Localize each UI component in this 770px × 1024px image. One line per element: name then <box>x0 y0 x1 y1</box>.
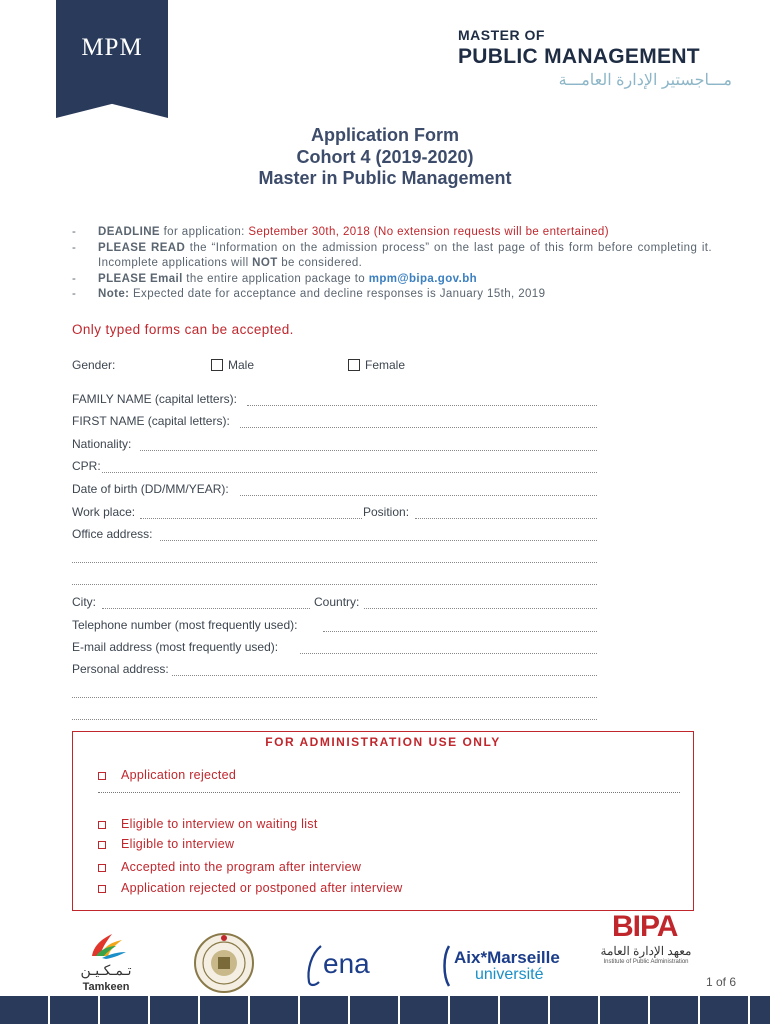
brand-public-management: PUBLIC MANAGEMENT <box>458 45 700 68</box>
office-address-field-1[interactable] <box>160 540 597 541</box>
office-address-field-2[interactable] <box>72 562 597 563</box>
tamkeen-label: Tamkeen <box>82 981 130 993</box>
female-checkbox[interactable] <box>348 359 360 371</box>
male-checkbox[interactable] <box>211 359 223 371</box>
male-label: Male <box>228 358 255 372</box>
typed-forms-notice: Only typed forms can be accepted. <box>72 322 294 337</box>
office-address-field-3[interactable] <box>72 584 597 585</box>
ena-logo: ena <box>323 948 370 979</box>
ena-l-icon <box>305 944 325 988</box>
amu-logo-line2: université <box>475 966 544 983</box>
mpm-logo-text: MPM <box>81 34 143 61</box>
nationality-label: Nationality: <box>72 437 132 451</box>
admin-checkbox-waiting-list[interactable] <box>98 821 106 829</box>
admin-item-eligible: Eligible to interview <box>121 837 235 851</box>
admin-item-waiting-list: Eligible to interview on waiting list <box>121 817 318 831</box>
personal-address-field-1[interactable] <box>172 675 597 676</box>
title-program: Master in Public Management <box>258 168 512 188</box>
page-number: 1 of 6 <box>706 975 737 989</box>
title-application-form: Application Form <box>311 125 459 145</box>
first-name-field[interactable] <box>240 427 597 428</box>
amu-bracket-icon <box>441 944 451 988</box>
dob-label: Date of birth (DD/MM/YEAR): <box>72 482 229 496</box>
position-field[interactable] <box>415 518 597 519</box>
tamkeen-arabic: تـمـكـيـن <box>80 962 132 978</box>
bullet-email: - PLEASE Email the entire application package to mpm@bipa.gov.bh <box>72 272 478 285</box>
country-label: Country: <box>314 595 360 609</box>
nationality-field[interactable] <box>140 450 597 451</box>
admin-checkbox-postponed[interactable] <box>98 885 106 893</box>
instructions-list <box>72 225 712 303</box>
telephone-label: Telephone number (most frequently used): <box>72 618 298 632</box>
email-label: E-mail address (most frequently used): <box>72 640 279 654</box>
family-name-label: FAMILY NAME (capital letters): <box>72 392 237 406</box>
bipa-arabic: معهد الإدارة العامة <box>600 944 692 958</box>
tamkeen-logo-icon <box>82 928 132 960</box>
cpr-field[interactable] <box>102 472 597 473</box>
admin-item-postponed: Application rejected or postponed after interview <box>121 881 403 895</box>
position-label: Position: <box>363 505 410 519</box>
first-name-label: FIRST NAME (capital letters): <box>72 414 230 428</box>
female-label: Female <box>365 358 406 372</box>
admin-item-accepted: Accepted into the program after interview <box>121 860 362 874</box>
brand-arabic: مـــاجستير الإدارة العامـــة <box>558 72 732 89</box>
title-cohort: Cohort 4 (2019-2020) <box>296 147 474 167</box>
admin-checkbox-rejected[interactable] <box>98 772 106 780</box>
bipa-english: Institute of Public Administration <box>603 959 689 965</box>
admin-checkbox-accepted[interactable] <box>98 864 106 872</box>
bullet-note: - Note: Expected date for acceptance and decline responses is January 15th, 2019 <box>72 288 546 300</box>
dob-field[interactable] <box>240 495 597 496</box>
work-place-field[interactable] <box>140 518 362 519</box>
personal-address-label: Personal address: <box>72 662 169 676</box>
family-name-field[interactable] <box>247 405 597 406</box>
admin-title: FOR ADMINISTRATION USE ONLY <box>265 735 501 749</box>
personal-address-field-3[interactable] <box>72 719 597 720</box>
brand-master-of: MASTER OF <box>458 27 545 43</box>
cpr-label: CPR: <box>72 459 101 473</box>
telephone-field[interactable] <box>323 631 597 632</box>
bipa-logo: BIPA <box>612 910 678 943</box>
admin-notes-line[interactable] <box>98 792 680 793</box>
country-field[interactable] <box>364 608 597 609</box>
university-seal-icon <box>193 932 255 994</box>
work-place-label: Work place: <box>72 505 136 519</box>
email-link[interactable]: mpm@bipa.gov.bh <box>368 272 478 285</box>
email-field[interactable] <box>300 653 597 654</box>
office-address-label: Office address: <box>72 527 153 541</box>
gender-label: Gender: <box>72 358 116 372</box>
admin-checkbox-eligible[interactable] <box>98 841 106 849</box>
bullet-please-read: - PLEASE READ the “Information on the admission process” on the last page of this form before completing it. Incomplete applications will NOT be considered. <box>72 241 712 269</box>
footer-stripe <box>0 996 770 1024</box>
city-label: City: <box>72 595 96 609</box>
amu-logo-line1: Aix*Marseille <box>454 948 560 967</box>
admin-item-rejected: Application rejected <box>121 768 237 782</box>
bullet-deadline: - DEADLINE for application: September 30th, 2018 (No extension requests will be entertained) <box>72 226 609 238</box>
personal-address-field-2[interactable] <box>72 697 597 698</box>
city-field[interactable] <box>102 608 310 609</box>
